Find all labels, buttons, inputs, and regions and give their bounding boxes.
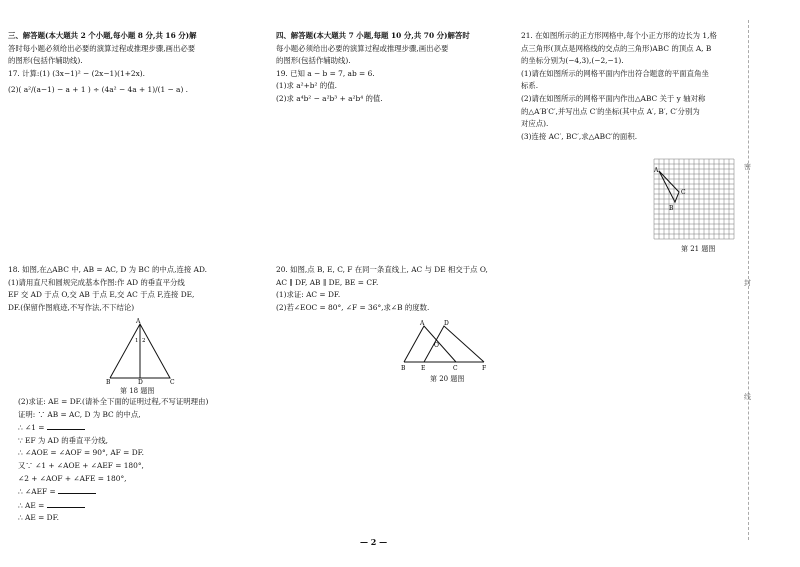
q21-line: 对应点). — [521, 119, 549, 129]
q18-line: 18. 如图,在△ABC 中, AB = AC, D 为 BC 的中点,连接 AD. — [8, 265, 207, 274]
section-3-line: 三、解答题(本大题共 2 个小题,每小题 8 分,共 16 分)解 — [8, 31, 197, 40]
proof-line: ∴ AE = DF. — [18, 513, 59, 523]
point-c-label: C — [681, 189, 686, 196]
point-a-label: A — [420, 320, 425, 327]
angle-1-label: 1 — [135, 338, 139, 344]
q20-line: (2)若∠EOC = 80°, ∠F = 36°,求∠B 的度数. — [276, 302, 430, 312]
section-4-line: 每小题必须给出必要的演算过程或推理步骤,画出必要 — [276, 43, 449, 53]
proof-text: ∴ ∠1 = — [18, 423, 45, 433]
q21-line: 的△A′B′C′,并写出点 C′的坐标(其中点 A′, B′, C′分别为 — [521, 106, 700, 116]
point-c-label: C — [453, 365, 458, 372]
proof-text: ∴ ∠AEF = — [18, 487, 56, 497]
point-a-label: A — [654, 167, 659, 174]
section-4-line: 的图形(包括作辅助线). — [276, 56, 351, 66]
triangle-abc — [404, 326, 456, 362]
q18-figure — [100, 318, 182, 384]
proof-line: ∴ ∠AOE = ∠AOF = 90°, AF = DF. — [18, 448, 144, 458]
point-c-label: C — [170, 379, 175, 384]
binding-char: 封 — [744, 279, 751, 287]
page-number: — 2 — — [360, 537, 388, 547]
binding-char: 线 — [744, 393, 751, 401]
proof-line: (2)求证: AE = DF.(请补全下面的证明过程,不写证明理由) — [18, 397, 209, 406]
q21-line: 的坐标分别为(−4,3),(−2,−1). — [521, 56, 624, 66]
proof-line — [18, 485, 208, 499]
section-4-line: 四、解答题(本大题共 7 小题,每题 10 分,共 70 分)解答时 — [276, 31, 470, 40]
point-a-label: A — [136, 318, 141, 325]
blank-field[interactable] — [47, 499, 85, 508]
q18 — [8, 264, 207, 314]
q21-line: 21. 在如图所示的正方形网格中,每个小正方形的边长为 1,格 — [521, 31, 717, 40]
q21 — [521, 30, 717, 143]
q18-line: (1)请用直尺和圆规完成基本作图:作 AD 的垂直平分线 — [8, 277, 185, 287]
q18-line: DF.(保留作图痕迹,不写作法,不下结论) — [8, 302, 135, 312]
q19-line: (2)求 a⁴b² − a²b³ + a²b⁴ 的值. — [276, 93, 383, 103]
section-3 — [8, 30, 197, 97]
proof-line: 证明: ∵ AB = AC, D 为 BC 的中点, — [18, 409, 141, 419]
proof-text: ∴ AE = — [18, 500, 45, 510]
q20-line: 20. 如图,点 B, E, C, F 在同一条直线上, AC 与 DE 相交于点 O, — [276, 265, 488, 274]
q18-proof — [18, 396, 208, 525]
q18-caption: 第 18 题图 — [120, 387, 155, 395]
q17-part2: (2)( a²/(a−1) − a + 1 ) ÷ (4a² − 4a + 1)/(1 − a) . — [8, 85, 189, 95]
blank-field[interactable] — [47, 421, 85, 430]
q21-grid-figure — [653, 158, 735, 240]
point-e-label: E — [421, 365, 426, 372]
binding-char: 密 — [744, 163, 751, 171]
q20-caption: 第 20 题图 — [430, 375, 465, 383]
q21-line: (1)请在如图所示的网格平面内作出符合题意的平面直角坐 — [521, 68, 709, 78]
q20-figure — [396, 318, 492, 372]
q21-line: 标系. — [521, 81, 539, 91]
section-3-line: 答时每小题必须给出必要的演算过程或推理步骤,画出必要 — [8, 43, 196, 53]
q20-line: AC ∥ DF, AB ∥ DE, BE = CF. — [276, 277, 379, 287]
proof-line — [18, 421, 208, 435]
point-b-label: B — [669, 205, 674, 212]
q20-line: (1)求证: AC = DF. — [276, 290, 341, 300]
q21-line: 点三角形(顶点是网格线的交点的三角形)ABC 的顶点 A, B — [521, 43, 712, 53]
q21-line: (2)请在如图所示的网格平面内作出△ABC 关于 y 轴对称 — [521, 93, 706, 103]
q18-line: EF 交 AD 于点 O,交 AB 于点 E,交 AC 于点 F,连接 DE, — [8, 290, 195, 300]
point-d-label: D — [138, 379, 143, 384]
q20 — [276, 264, 488, 314]
point-b-label: B — [106, 379, 111, 384]
proof-line: ∵ EF 为 AD 的垂直平分线, — [18, 435, 108, 445]
section-3-line: 的图形(包括作辅助线). — [8, 56, 83, 66]
proof-line: ∠2 + ∠AOF + ∠AFE = 180°, — [18, 473, 127, 483]
q17-part1: 17. 计算:(1) (3x−1)² − (2x−1)(1+2x). — [8, 68, 145, 78]
triangle-def — [424, 326, 484, 362]
q19-line: 19. 已知 a − b = 7, ab = 6. — [276, 68, 375, 78]
point-o-label: O — [434, 342, 439, 349]
point-b-label: B — [401, 365, 406, 372]
q21-caption: 第 21 题图 — [681, 245, 716, 253]
point-f-label: F — [482, 365, 487, 372]
q19-line: (1)求 a²+b² 的值. — [276, 81, 337, 91]
proof-line — [18, 499, 208, 513]
section-4 — [276, 30, 470, 106]
point-d-label: D — [444, 320, 449, 327]
q21-line: (3)连接 AC′, BC′,求△ABC′的面积. — [521, 131, 638, 141]
proof-line: 又∵ ∠1 + ∠AOE + ∠AEF = 180°, — [18, 460, 144, 470]
blank-field[interactable] — [58, 485, 96, 494]
angle-2-label: 2 — [142, 338, 146, 344]
